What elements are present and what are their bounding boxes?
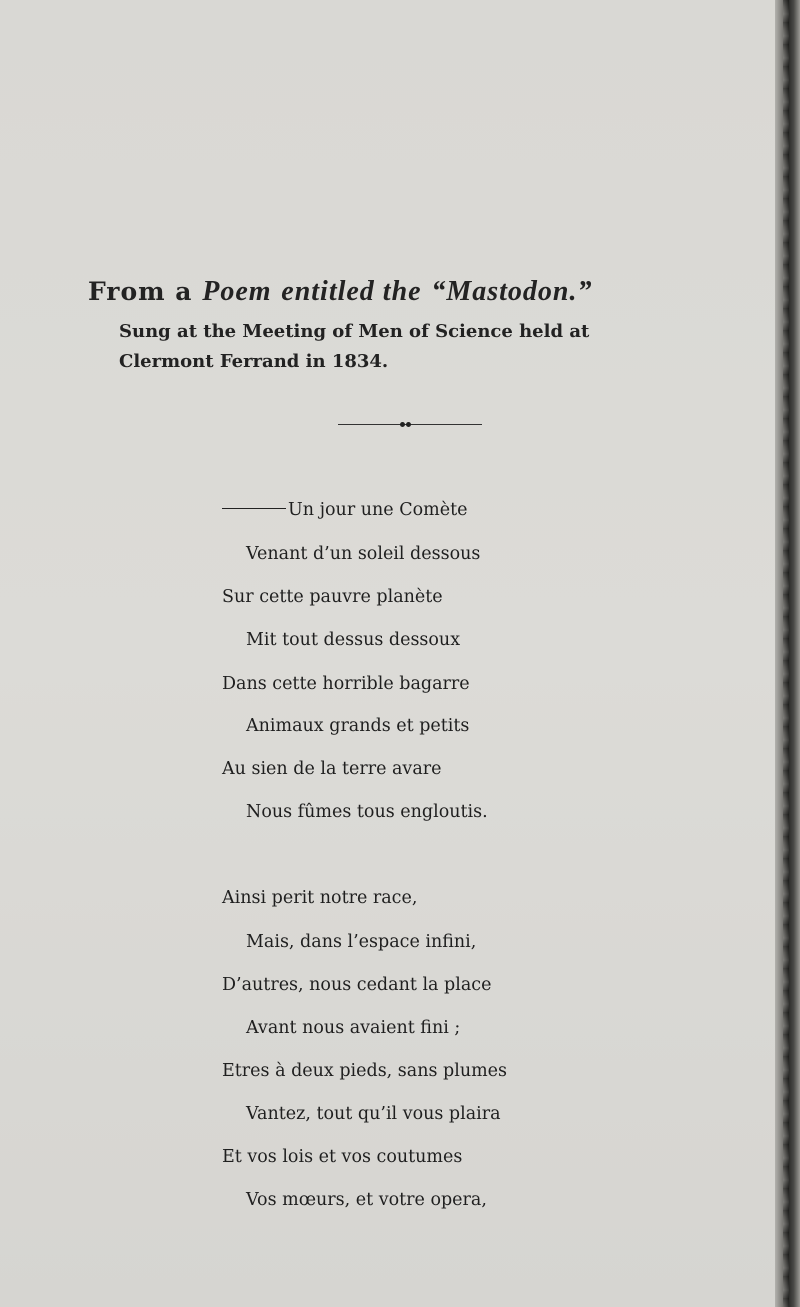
rule-dot [400,422,405,427]
title-poem-word: Poem [202,276,272,307]
stanza-2-line-8: Vos mœurs, et votre opera, [246,1190,487,1210]
stanza-1-line-3: Sur cette pauvre planète [222,587,443,607]
stanza-2-line-7: Et vos lois et vos coutumes [222,1147,463,1167]
page-title [88,276,778,308]
stanza-2-line-6: Vantez, tout qu’il vous plaira [246,1104,501,1124]
book-spine-edge [775,0,800,1307]
title-prefix: From a [88,277,193,306]
stanza-2-line-1: Ainsi perit notre race, [222,888,418,908]
ornamental-rule [338,420,482,430]
stanza-1-line-1 [222,500,467,520]
subtitle-line-1: Sung at the Meeting of Men of Science held at [119,321,590,342]
stanza-2-line-2: Mais, dans l’espace infini, [246,932,477,952]
title-subject: “Mastodon.” [431,276,593,307]
em-dash-rule [222,508,286,509]
stanza-1-line-2: Venant d’un soleil dessous [246,544,481,564]
stanza-2-line-4: Avant nous avaient fini ; [246,1018,461,1038]
title-middle: entitled the [281,276,422,307]
rule-dot [406,422,411,427]
verse-text: Un jour une Comète [288,500,468,520]
stanza-2-line-5: Etres à deux pieds, sans plumes [222,1061,508,1081]
stanza-1-line-4: Mit tout dessus dessoux [246,630,461,650]
subtitle-line-2: Clermont Ferrand in 1834. [119,351,389,372]
stanza-1-line-5: Dans cette horrible bagarre [222,674,470,694]
stanza-1-line-7: Au sien de la terre avare [222,759,442,779]
stanza-2-line-3: D’autres, nous cedant la place [222,975,492,995]
stanza-1-line-6: Animaux grands et petits [246,716,470,736]
stanza-1-line-8: Nous fûmes tous engloutis. [246,802,488,822]
